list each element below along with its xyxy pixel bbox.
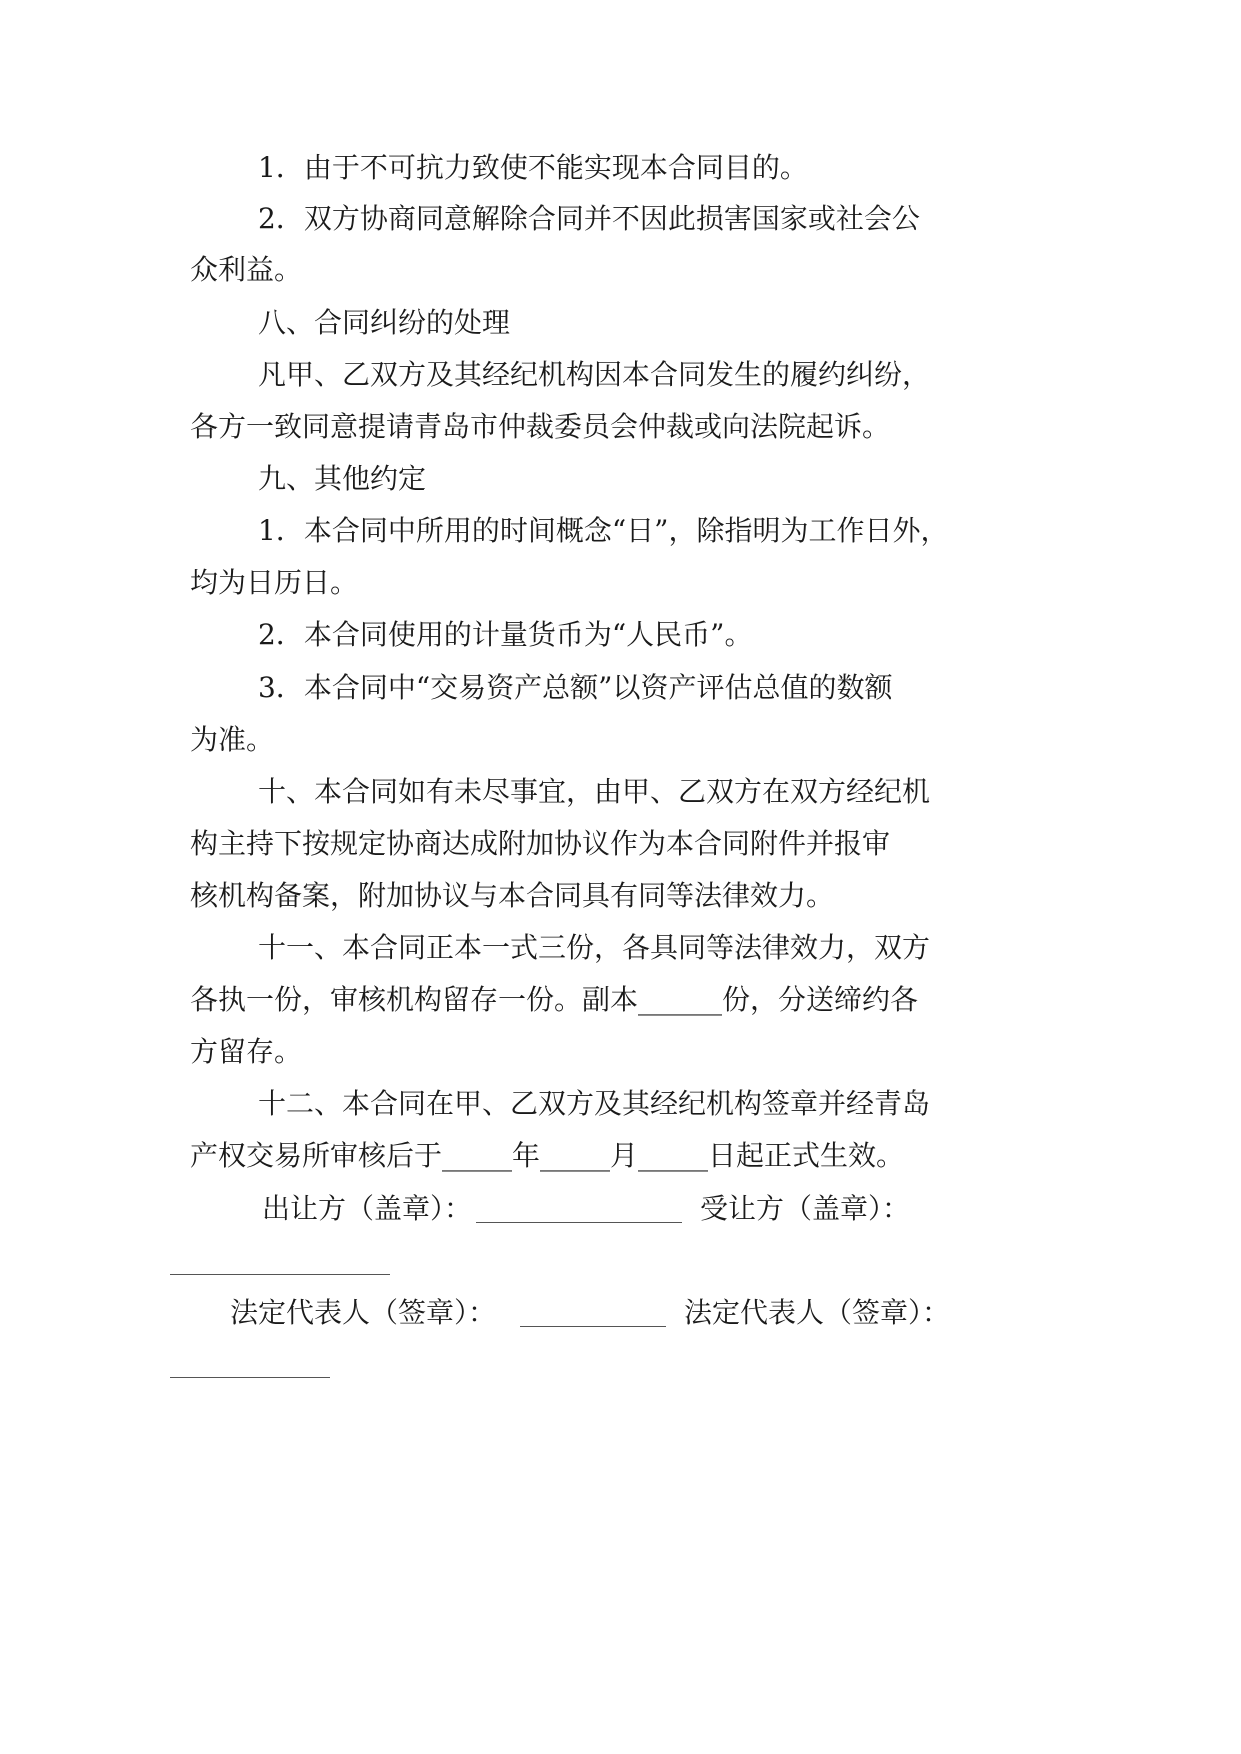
clause-twelve-cont: 产权交易所审核后于_____年_____月_____日起正式生效。 <box>190 1139 905 1172</box>
clause-eleven-cont-2: 方留存。 <box>190 1035 303 1068</box>
transferee-seal-blank <box>170 1274 390 1275</box>
transferor-seal-label: 出让方（盖章）： <box>262 1192 473 1225</box>
clause-eleven-cont-1: 各执一份，审核机构留存一份。副本______份，分送缔约各 <box>190 983 919 1016</box>
clause-disputes: 凡甲、乙双方及其经纪机构因本合同发生的履约纠纷， <box>258 358 931 391</box>
transferor-rep-label: 法定代表人（签章）： <box>230 1296 497 1329</box>
clause-day-definition: 1．本合同中所用的时间概念“日”，除指明为工作日外， <box>258 514 949 547</box>
transferee-rep-blank <box>170 1377 330 1378</box>
clause-force-majeure: 1．由于不可抗力致使不能实现本合同目的。 <box>258 151 808 184</box>
clause-ten-cont-1: 构主持下按规定协商达成附加协议作为本合同附件并报审 <box>190 827 891 860</box>
clause-total-assets-cont: 为准。 <box>190 723 275 756</box>
clause-ten: 十、本合同如有未尽事宜，由甲、乙双方在双方经纪机 <box>258 775 931 808</box>
clause-mutual-termination-cont: 众利益。 <box>190 253 303 286</box>
clause-day-definition-cont: 均为日历日。 <box>190 566 359 599</box>
transferee-rep-label: 法定代表人（签章）： <box>684 1296 951 1329</box>
clause-twelve: 十二、本合同在甲、乙双方及其经纪机构签章并经青岛 <box>258 1087 931 1120</box>
transferee-seal-label: 受让方（盖章）： <box>700 1192 911 1225</box>
section-heading-other: 九、其他约定 <box>258 462 427 495</box>
clause-eleven: 十一、本合同正本一式三份，各具同等法律效力，双方 <box>258 931 931 964</box>
clause-currency: 2．本合同使用的计量货币为“人民币”。 <box>258 618 753 651</box>
clause-mutual-termination: 2．双方协商同意解除合同并不因此损害国家或社会公 <box>258 202 920 235</box>
clause-total-assets: 3．本合同中“交易资产总额”以资产评估总值的数额 <box>258 671 893 704</box>
section-heading-disputes: 八、合同纠纷的处理 <box>258 306 511 339</box>
transferor-seal-blank <box>476 1222 682 1223</box>
transferor-rep-blank <box>520 1326 666 1327</box>
clause-ten-cont-2: 核机构备案，附加协议与本合同具有同等法律效力。 <box>190 879 835 912</box>
clause-disputes-cont: 各方一致同意提请青岛市仲裁委员会仲裁或向法院起诉。 <box>190 410 891 443</box>
